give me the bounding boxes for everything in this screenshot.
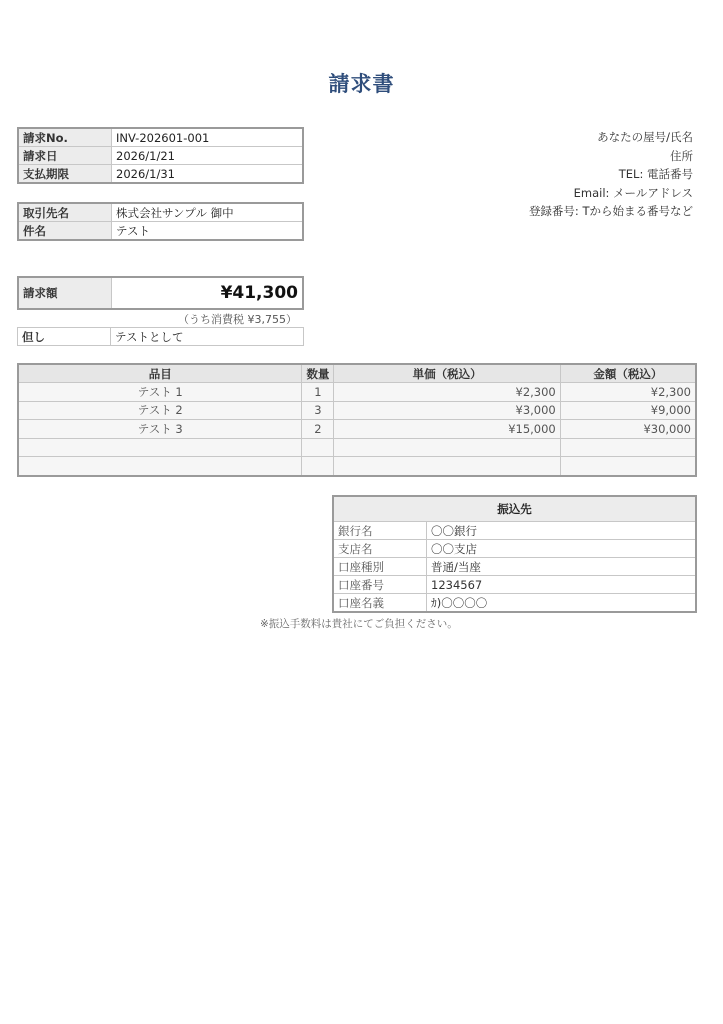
branch-name-value: 〇〇支店 xyxy=(427,540,697,558)
table-row xyxy=(18,147,303,165)
client-table xyxy=(17,202,304,241)
table-row xyxy=(18,128,303,147)
page-title: 請求書 xyxy=(328,72,395,96)
sender-info xyxy=(529,128,693,221)
amount-label: 請求額 xyxy=(18,277,112,309)
invoice-no-label: 請求No. xyxy=(18,128,112,147)
table-row xyxy=(18,401,696,420)
amount-header: 金額（税込） xyxy=(560,364,696,383)
subject-label: 件名 xyxy=(18,222,112,241)
item-qty xyxy=(302,438,334,457)
table-header-row xyxy=(18,364,696,383)
sender-name: あなたの屋号/氏名 xyxy=(597,130,693,144)
client-name-label: 取引先名 xyxy=(18,203,112,222)
item-amount xyxy=(560,438,696,457)
table-row xyxy=(18,203,303,222)
invoice-no-value: INV-202601-001 xyxy=(112,128,304,147)
item-qty: 3 xyxy=(302,401,334,420)
items-table xyxy=(17,363,697,477)
table-row xyxy=(333,522,696,540)
invoice-meta-table xyxy=(17,127,304,184)
due-date-value: 2026/1/31 xyxy=(112,165,304,184)
bank-title: 振込先 xyxy=(333,496,696,522)
item-name: テスト 2 xyxy=(18,401,302,420)
memo-table xyxy=(17,327,304,346)
item-unit-price: ¥2,300 xyxy=(334,383,560,402)
item-unit-price xyxy=(334,457,560,476)
item-amount: ¥9,000 xyxy=(560,401,696,420)
item-unit-price xyxy=(334,438,560,457)
item-unit-price: ¥15,000 xyxy=(334,420,560,439)
table-row xyxy=(18,420,696,439)
item-amount xyxy=(560,457,696,476)
account-number-value: 1234567 xyxy=(427,576,697,594)
table-row xyxy=(18,277,303,309)
invoice-date-label: 請求日 xyxy=(18,147,112,165)
table-row xyxy=(18,165,303,184)
account-type-label: 口座種別 xyxy=(333,558,427,576)
unit-price-header: 単価（税込） xyxy=(334,364,560,383)
table-row xyxy=(333,540,696,558)
item-unit-price: ¥3,000 xyxy=(334,401,560,420)
item-name: テスト 1 xyxy=(18,383,302,402)
table-row xyxy=(18,383,696,402)
item-qty: 1 xyxy=(302,383,334,402)
transfer-fee-note: ※振込手数料は貴社にてご負担ください。 xyxy=(260,618,458,630)
branch-name-label: 支店名 xyxy=(333,540,427,558)
table-header-row xyxy=(333,496,696,522)
invoice-date-value: 2026/1/21 xyxy=(112,147,304,165)
item-amount: ¥30,000 xyxy=(560,420,696,439)
item-name xyxy=(18,457,302,476)
sender-email: Email: メールアドレス xyxy=(573,185,693,200)
account-holder-value: ｶ)〇〇〇〇 xyxy=(427,594,697,613)
item-amount: ¥2,300 xyxy=(560,383,696,402)
qty-header: 数量 xyxy=(302,364,334,383)
sender-registration: 登録番号: Tから始まる番号など xyxy=(528,204,693,219)
table-row xyxy=(18,457,696,476)
table-row xyxy=(333,594,696,613)
account-number-label: 口座番号 xyxy=(333,576,427,594)
client-name-value: 株式会社サンプル 御中 xyxy=(112,203,304,222)
memo-value: テストとして xyxy=(111,328,304,346)
amount-value: ¥41,300 xyxy=(112,277,304,309)
sender-tel: TEL: 電話番号 xyxy=(618,167,693,182)
table-row xyxy=(333,558,696,576)
account-type-value: 普通/当座 xyxy=(427,558,697,576)
table-row xyxy=(18,438,696,457)
item-qty xyxy=(302,457,334,476)
due-date-label: 支払期限 xyxy=(18,165,112,184)
bank-name-label: 銀行名 xyxy=(333,522,427,540)
item-header: 品目 xyxy=(18,364,302,383)
account-holder-label: 口座名義 xyxy=(333,594,427,613)
item-qty: 2 xyxy=(302,420,334,439)
amount-table xyxy=(17,276,304,310)
item-name: テスト 3 xyxy=(18,420,302,439)
subject-value: テスト xyxy=(112,222,304,241)
sender-address: 住所 xyxy=(670,148,693,163)
memo-label: 但し xyxy=(18,328,111,346)
table-row xyxy=(18,328,304,346)
item-name xyxy=(18,438,302,457)
table-row xyxy=(333,576,696,594)
table-row xyxy=(18,222,303,241)
bank-info-table xyxy=(332,495,697,613)
tax-note: （うち消費税 ¥3,755） xyxy=(178,313,297,326)
bank-name-value: 〇〇銀行 xyxy=(427,522,697,540)
